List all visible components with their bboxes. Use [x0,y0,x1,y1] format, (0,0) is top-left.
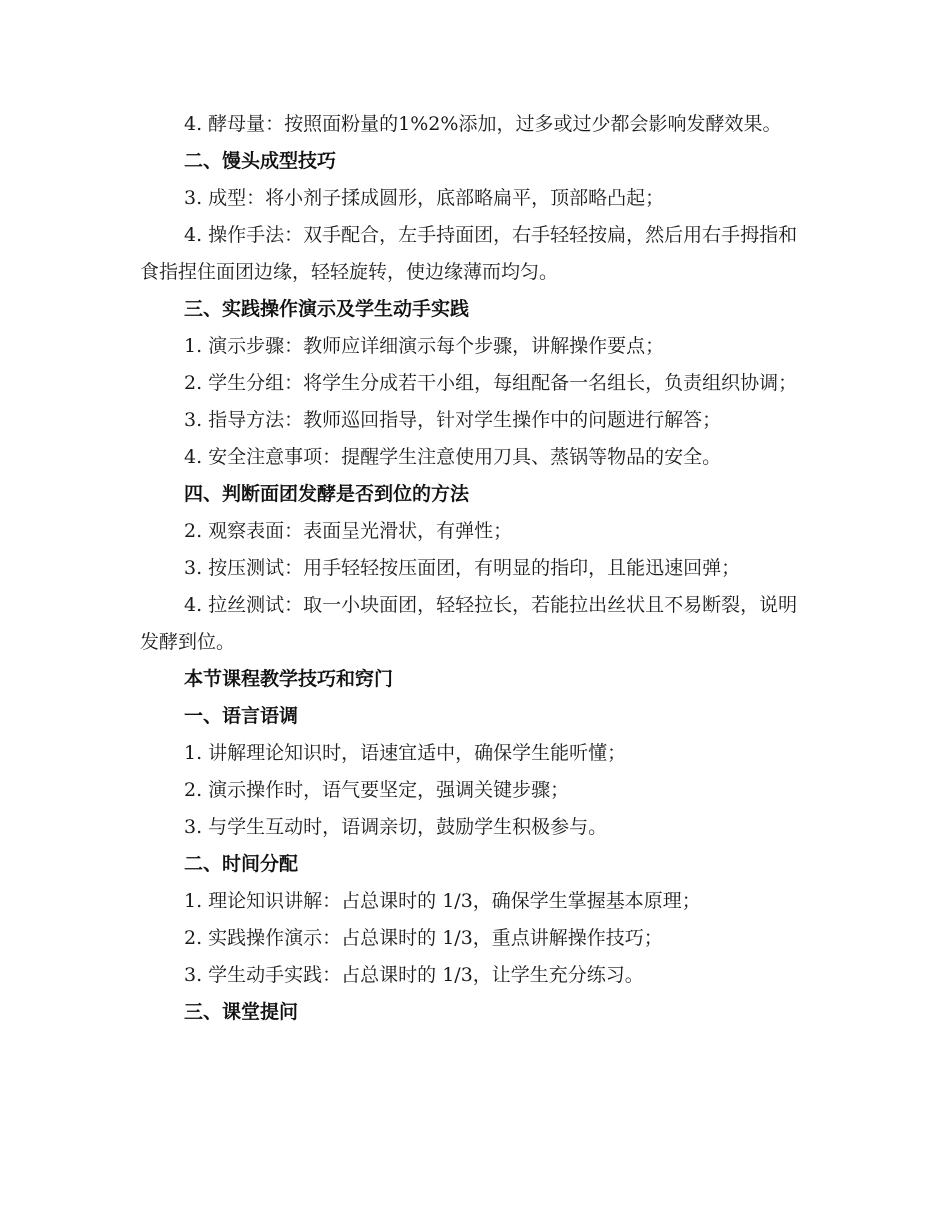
section-heading-fermentation-check: 四、判断面团发酵是否到位的方法 [184,483,470,505]
section-heading-tone: 一、语言语调 [184,705,299,727]
section-heading-practice: 三、实践操作演示及学生动手实践 [184,298,470,320]
list-item-time-theory: 1. 理论知识讲解：占总课时的 1/3，确保学生掌握基本原理； [184,890,701,912]
list-item-technique: 4. 操作手法：双手配合，左手持面团，右手轻轻按扁，然后用右手拇指和食指捏住面团边缘，轻轻旋转，使边缘薄而均匀。 [140,224,798,283]
list-item-tone-demo: 2. 演示操作时，语气要坚定，强调关键步骤； [184,779,570,801]
document-body [140,106,810,1031]
section-heading-teaching-tips: 本节课程教学技巧和窍门 [184,668,394,690]
list-item-demo-steps: 1. 演示步骤：教师应详细演示每个步骤，讲解操作要点； [184,335,665,357]
list-item-press-test: 3. 按压测试：用手轻轻按压面团，有明显的指印，且能迅速回弹； [184,557,741,579]
list-item-grouping: 2. 学生分组：将学生分成若干小组，每组配备一名组长，负责组织协调； [184,372,798,394]
list-item-stretch-test: 4. 拉丝测试：取一小块面团，轻轻拉长，若能拉出丝状且不易断裂，说明发酵到位。 [140,594,798,653]
list-item-time-practice: 3. 学生动手实践：占总课时的 1/3，让学生充分练习。 [184,964,644,986]
section-heading-shaping: 二、馒头成型技巧 [184,150,337,172]
list-item-time-demo: 2. 实践操作演示：占总课时的 1/3，重点讲解操作技巧； [184,927,663,949]
list-item-tone-interaction: 3. 与学生互动时，语调亲切，鼓励学生积极参与。 [184,816,608,838]
section-heading-time-allocation: 二、时间分配 [184,853,299,875]
list-item-safety: 4. 安全注意事项：提醒学生注意使用刀具、蒸锅等物品的安全。 [184,446,722,468]
section-heading-questions: 三、课堂提问 [184,1001,299,1023]
list-item-tone-theory: 1. 讲解理论知识时，语速宜适中，确保学生能听懂； [184,742,627,764]
list-item-guidance: 3. 指导方法：教师巡回指导，针对学生操作中的问题进行解答； [184,409,722,431]
list-item-shaping: 3. 成型：将小剂子揉成圆形，底部略扁平，顶部略凸起； [184,187,665,209]
list-item-observe-surface: 2. 观察表面：表面呈光滑状，有弹性； [184,520,513,542]
list-item-yeast-amount: 4. 酵母量：按照面粉量的1%2%添加，过多或过少都会影响发酵效果。 [184,113,782,135]
